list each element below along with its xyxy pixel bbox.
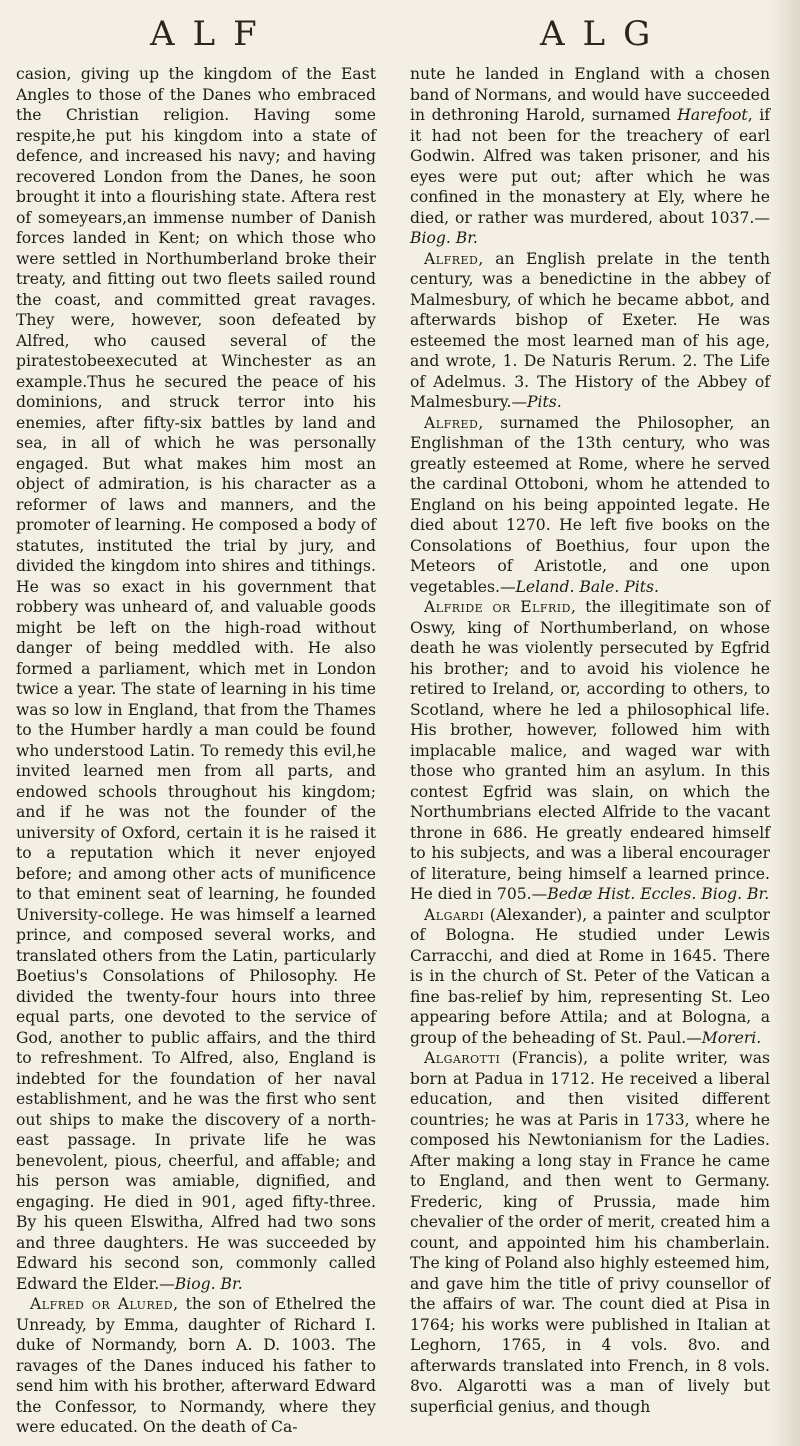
- entry-reference: Biog. Br.: [410, 229, 478, 247]
- running-header: [0, 14, 800, 58]
- entry-heading: Alfred,: [424, 249, 484, 268]
- entry-reference: Biog. Br.: [174, 1274, 243, 1293]
- entry-heading: Alfride or Elfrid,: [424, 598, 577, 616]
- entry-alfred-continued: [16, 64, 376, 1294]
- entry-alfride: [410, 597, 770, 905]
- entry-text: surnamed the Philosopher, an Englishman of the 13th century, who was greatly esteemed at Rome, where he served the cardinal Ottoboni, whom he attended to England on his being appointed legate. He died about 1270. He left five books on the Consolations of Boethius, four upon the Meteors of Aristotle, and one upon vegetables.—: [410, 413, 770, 596]
- entry-reference: Pits.: [527, 393, 562, 411]
- right-column: [410, 64, 770, 1417]
- entry-alfred-prelate: [410, 249, 770, 413]
- entry-alfred-philosopher: [410, 413, 770, 598]
- entry-alfred-alured: [16, 1294, 376, 1438]
- page-edge-shadow: [770, 0, 800, 1446]
- entry-italic: Harefoot: [677, 106, 748, 124]
- left-column: [16, 64, 376, 1438]
- entry-text: casion, giving up the kingdom of the East Angles to those of the Danes who embraced the Christian religion. Having some respite,he put his kingdom into a state of defence, and increased his navy; and having recovered London from the Danes, he soon brought it into a flourishing state. Aftera rest of someyears,an immense number of Danish forces landed in Kent; on which those who were settled in Northumberland broke their treaty, and fitting out two fleets sailed round the coast, and committed great ravages. They were, however, soon defeated by Alfred, who caused several of the piratestobeexecuted at Winchester as an example.Thus he secured the peace of his dominions, and struck terror into his enemies, after fifty-six battles by land and sea, in all of which he was personally engaged. But what makes him most an object of admiration, is his character as a reformer of laws and manners, and the promoter of learning. He composed a body of statutes, instituted the trial by jury, and divided the kingdom into shires and tithings. He was so exact in his government that robbery was unheard of, and valuable goods might be left on the high-road without danger of being meddled with. He also formed a parliament, which met in London twice a year. The state of learning in his time was so low in England, that from the Thames to the Humber hardly a man could be found who understood Latin. To remedy this evil,he invited learned men from all parts, and endowed schools throughout his kingdom; and if he was not the founder of the university of Oxford, certain it is he raised it to a reputation which it never enjoyed before; and among other acts of munificence to that eminent seat of learning, he founded University-college. He was himself a learned prince, and composed several works, and translated others from the Latin, particularly Boetius's Consolations of Philosophy. He divided the twenty-four hours into three equal parts, one devoted to the service of God, another to public affairs, and the third to refreshment. To Alfred, also, England is indebted for the foundation of her naval establishment, and he was the first who sent out ships to make the discovery of a north-east passage. In private life he was benevolent, pious, cheerful, and affable; and his person was amiable, dignified, and engaging. He died in 901, aged fifty-three. By his queen Elswitha, Alfred had two sons and three daughters. He was succeeded by Edward his second son, commonly called Edward the Elder.—: [16, 65, 376, 1293]
- entry-heading: Algardi: [424, 905, 485, 924]
- entry-heading: Algarotti: [424, 1049, 501, 1067]
- entry-text: an English prelate in the tenth century, was a benedictine in the abbey of Malmesbury, of which he became abbot, and afterwards bishop of Exeter. He was esteemed the most learned man of his age, and wrote, 1. De Naturis Rerum. 2. The Life of Adelmus. 3. The History of the Abbey of Malmesbury.—: [410, 249, 770, 411]
- entry-reference: Leland. Bale. Pits.: [515, 577, 659, 596]
- entry-alfred-alured-continued: [410, 64, 770, 249]
- entry-text: , if it had not been for the treachery of earl Godwin. Alfred was taken prisoner, and his eyes were put out; after which he was confined in the monastery at Ely, where he died, or rather was murdered, about 1037.—: [410, 106, 770, 227]
- entry-text: the son of Ethelred the Unready, by Emma, daughter of Richard I. duke of Normandy, born A. D. 1003. The ravages of the Danes induced his father to send him with his brother, afterward Edward the Confessor, to Normandy, where they were educated. On the death of Ca-: [16, 1295, 376, 1436]
- entry-text: (Alexander), a painter and sculptor of Bologna. He studied under Lewis Carracchi, and died at Rome in 1645. There is in the church of St. Peter of the Vatican a fine bas-relief by him, representing St. Leo appearing before Attila; and at Bologna, a group of the beheading of St. Paul.—: [410, 905, 770, 1047]
- header-right: ALG: [540, 14, 669, 54]
- entry-text: nute he landed in England with a chosen band of Normans, and would have succeeded in dethroning Harold, surnamed: [410, 65, 770, 124]
- entry-reference: Bedæ Hist. Eccles. Biog. Br.: [547, 885, 770, 903]
- entry-heading: Alfred or Alured,: [30, 1295, 179, 1313]
- entry-algarotti: [410, 1048, 770, 1417]
- entry-heading: Alfred,: [424, 413, 484, 432]
- entry-reference: Moreri.: [701, 1028, 762, 1047]
- entry-text: (Francis), a polite writer, was born at Padua in 1712. He received a liberal education, and then visited different countries; he was at Paris in 1733, where he composed his Newtonianism for the Ladies. After making a long stay in France he came to England, and then went to Germany. Frederic, king of Prussia, made him chevalier of the order of merit, created him a count, and appointed him his chamberlain. The king of Poland also highly esteemed him, and gave him the title of privy counsellor of the affairs of war. The count died at Pisa in 1764; his works were published in Italian at Leghorn, 1765, in 4 vols. 8vo. and afterwards translated into French, in 8 vols. 8vo. Algarotti was a man of lively but superficial genius, and though: [410, 1049, 770, 1416]
- entry-algardi: [410, 905, 770, 1049]
- header-left: ALF: [150, 14, 275, 54]
- entry-text: the illegitimate son of Oswy, king of Northumberland, on whose death he was violently persecuted by Egfrid his brother; and to avoid his violence he retired to Ireland, or, according to others, to Scotland, where he led a philosophical life. His brother, however, followed him with implacable malice, and waged war with those who granted him an asylum. In this contest Egfrid was slain, on which the Northumbrians elected Alfride to the vacant throne in 686. He greatly endeared himself to his subjects, and was a liberal encourager of literature, being himself a learned prince. He died in 705.—: [410, 598, 770, 903]
